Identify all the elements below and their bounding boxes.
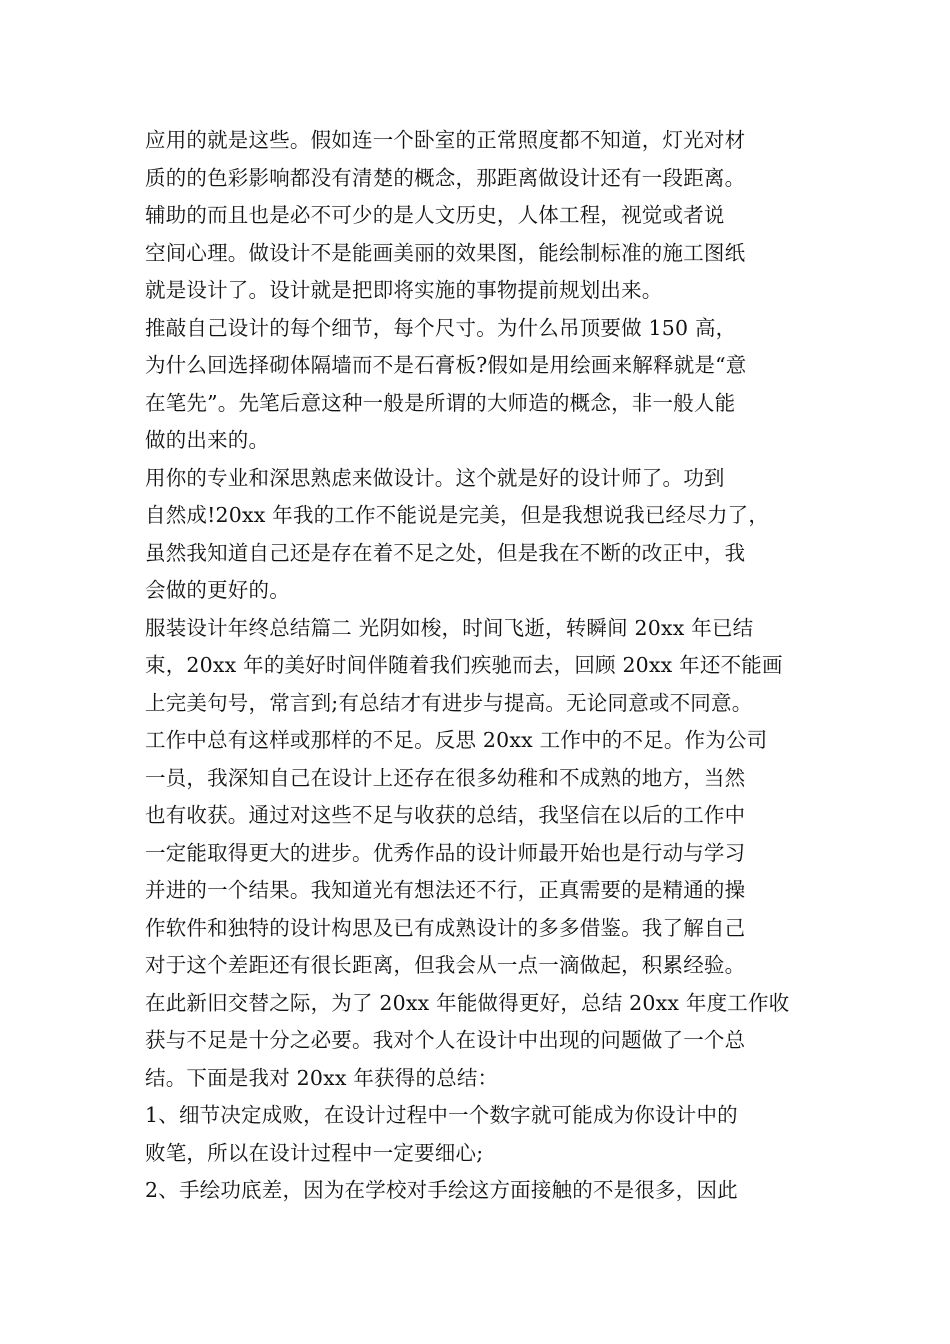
text-line: 一定能取得更大的进步。优秀作品的设计师最开始也是行动与学习 (145, 840, 746, 865)
text-line: 获与不足是十分之必要。我对个人在设计中出现的问题做了一个总 (145, 1028, 746, 1052)
text-line: 1、细节决定成败，在设计过程中一个数字就可能成为你设计中的 (145, 1103, 738, 1127)
body-text (145, 122, 810, 1210)
text-line: 在笔先”。先笔后意这种一般是所谓的大师造的概念，非一般人能 (145, 390, 736, 415)
text-line: 就是设计了。设计就是把即将实施的事物提前规划出来。 (145, 278, 663, 302)
text-line: 结。下面是我对 20xx 年获得的总结： (145, 1065, 499, 1090)
text-line: 上完美句号，常言到;有总结才有进步与提高。无论同意或不同意。 (145, 690, 753, 715)
text-line: 对于这个差距还有很长距离，但我会从一点一滴做起，积累经验。 (145, 953, 746, 977)
text-line: 服装设计年终总结篇二 光阴如梭，时间飞逝，转瞬间 20xx 年已结 (145, 615, 754, 640)
text-line: 会做的更好的。 (145, 578, 290, 602)
text-line: 在此新旧交替之际，为了 20xx 年能做得更好，总结 20xx 年度工作收 (145, 990, 790, 1015)
text-line: 自然成!20xx 年我的工作不能说是完美，但是我想说我已经尽力了， (145, 503, 770, 527)
text-line: 质的的色彩影响都没有清楚的概念，那距离做设计还有一段距离。 (145, 165, 746, 190)
text-line: 并进的一个结果。我知道光有想法还不行，正真需要的是精通的操 (145, 878, 746, 902)
text-line: 作软件和独特的设计构思及已有成熟设计的多多借鉴。我了解自己 (145, 915, 746, 940)
text-line: 空间心理。做设计不是能画美丽的效果图，能绘制标准的施工图纸 (145, 240, 746, 265)
text-line: 为什么回选择砌体隔墙而不是石膏板?假如是用绘画来解释就是“意 (145, 353, 747, 377)
text-line: 工作中总有这样或那样的不足。反思 20xx 工作中的不足。作为公司 (145, 728, 768, 752)
text-line: 辅助的而且也是必不可少的是人文历史，人体工程，视觉或者说 (145, 203, 725, 227)
text-line: 推敲自己设计的每个细节，每个尺寸。为什么吊顶要做 150 高， (145, 315, 737, 340)
text-line: 败笔，所以在设计过程中一定要细心; (145, 1140, 484, 1165)
text-line: 用你的专业和深思熟虑来做设计。这个就是好的设计师了。功到 (145, 465, 725, 490)
text-line: 也有收获。通过对这些不足与收获的总结，我坚信在以后的工作中 (145, 803, 746, 827)
text-line: 一员，我深知自己在设计上还存在很多幼稚和不成熟的地方，当然 (145, 765, 746, 790)
text-line: 应用的就是这些。假如连一个卧室的正常照度都不知道，灯光对材 (145, 128, 746, 152)
text-line: 束，20xx 年的美好时间伴随着我们疾驰而去，回顾 20xx 年还不能画 (145, 653, 783, 677)
text-line: 虽然我知道自己还是存在着不足之处，但是我在不断的改正中，我 (145, 540, 746, 565)
text-line: 做的出来的。 (145, 428, 270, 452)
text-line: 2、手绘功底差，因为在学校对手绘这方面接触的不是很多，因此 (145, 1178, 738, 1202)
